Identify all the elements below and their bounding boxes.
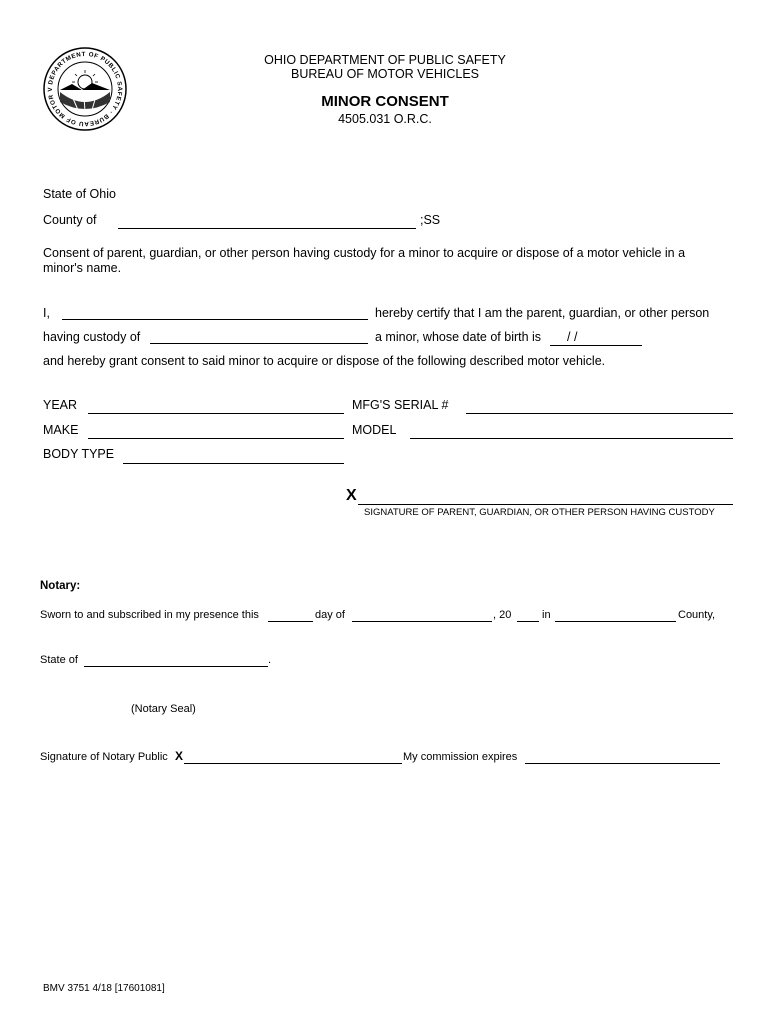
custody-label: having custody of (43, 330, 141, 344)
minor-dob-text: a minor, whose date of birth is (375, 330, 542, 344)
model-line[interactable] (410, 438, 733, 439)
make-label: MAKE (43, 423, 79, 437)
notary-signature-line[interactable] (184, 763, 402, 764)
statute-code: 4505.031 O.R.C. (338, 112, 432, 126)
commission-line[interactable] (525, 763, 720, 764)
body-type-label: BODY TYPE (43, 447, 115, 461)
notary-seal-label: (Notary Seal) (131, 703, 196, 715)
signature-x-mark: X (346, 487, 357, 504)
year-label: YEAR (43, 398, 78, 412)
state-period: . (268, 654, 272, 666)
grant-text: and hereby grant consent to said minor to acquire or dispose of the following described motor vehicle. (43, 354, 606, 368)
commission-label: My commission expires (403, 751, 518, 763)
in-text: in (542, 609, 551, 621)
dob-line[interactable] (550, 345, 642, 346)
department-name: OHIO DEPARTMENT OF PUBLIC SAFETY (264, 53, 506, 67)
day-of-text: day of (315, 609, 345, 621)
body-type-line[interactable] (123, 463, 344, 464)
intro-line-2: minor's name. (43, 261, 122, 275)
bureau-name: BUREAU OF MOTOR VEHICLES (291, 67, 479, 81)
sworn-day-line[interactable] (268, 621, 313, 622)
dob-slashes: / / (567, 330, 578, 344)
notary-signature-x-mark: X (175, 749, 184, 763)
county-input[interactable] (118, 214, 416, 229)
county-text: County, (678, 609, 716, 621)
notary-heading: Notary: (40, 580, 81, 592)
year-line[interactable] (88, 413, 344, 414)
sworn-text: Sworn to and subscribed in my presence this (40, 609, 259, 621)
ohio-seal-logo (42, 46, 128, 132)
twenty-text: , 20 (493, 609, 512, 621)
i-label: I, (43, 306, 50, 320)
form-id: BMV 3751 4/18 [17601081] (43, 983, 165, 994)
notary-state-label: State of (40, 654, 78, 666)
sworn-month-line[interactable] (352, 621, 492, 622)
model-label: MODEL (352, 423, 397, 437)
guardian-name-input[interactable] (62, 305, 368, 320)
certify-text: hereby certify that I am the parent, guardian, or other person (375, 306, 710, 320)
make-line[interactable] (88, 438, 344, 439)
state-label: State of Ohio (43, 187, 116, 201)
svg-text:DEPARTMENT OF PUBLIC SAFETY ·: DEPARTMENT OF PUBLIC SAFETY · BUREAU OF MOTOR V (46, 50, 124, 128)
county-label: County of (43, 213, 97, 227)
notary-signature-label: Signature of Notary Public (40, 751, 168, 763)
minor-name-input[interactable] (150, 329, 368, 344)
serial-label: MFG'S SERIAL # (352, 398, 449, 412)
serial-line[interactable] (466, 413, 733, 414)
ss-label: ;SS (420, 213, 441, 227)
parent-signature-line[interactable] (358, 504, 733, 505)
notary-state-line[interactable] (84, 666, 268, 667)
intro-line-1: Consent of parent, guardian, or other person having custody for a minor to acquire or dispose of a motor vehicle in a (43, 246, 686, 260)
notary-county-line[interactable] (555, 621, 676, 622)
signature-caption: SIGNATURE OF PARENT, GUARDIAN, OR OTHER PERSON HAVING CUSTODY (364, 507, 715, 518)
form-title: MINOR CONSENT (321, 93, 449, 110)
sworn-year-line[interactable] (517, 621, 539, 622)
